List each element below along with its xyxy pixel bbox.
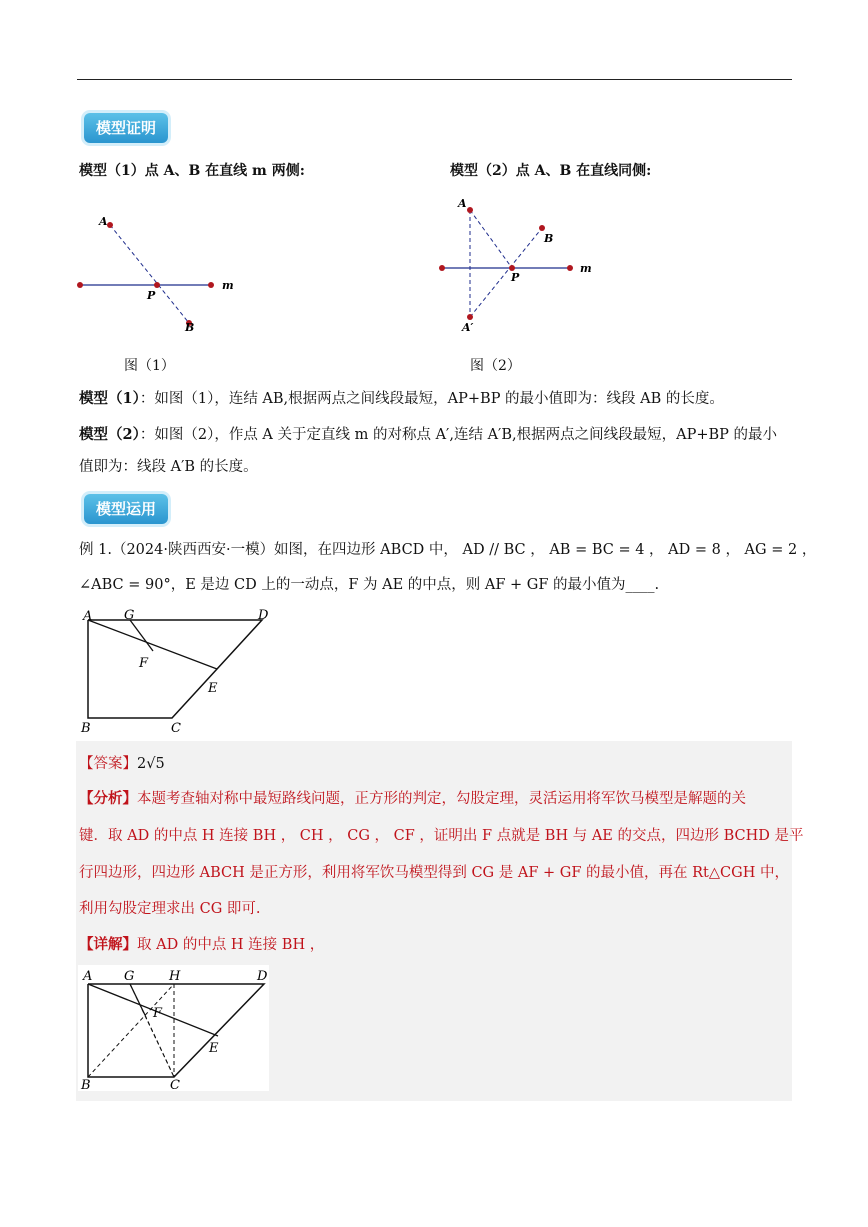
model2-explanation-line1: 模型（2）：如图（2），作点 A 关于定直线 m 的对称点 A′,连结 A′B,根据两点之间线段最短，AP+BP 的最小 xyxy=(79,426,777,443)
fig4-label-c: C xyxy=(170,1078,180,1091)
fig4-label-b: B xyxy=(81,1078,91,1091)
fig2-label-a-prime: A′ xyxy=(462,321,474,334)
figure-example xyxy=(76,606,276,736)
fig3-label-e: E xyxy=(208,681,218,696)
fig4-label-a: A xyxy=(83,969,93,984)
fig1-label-b: B xyxy=(185,321,195,334)
figure-1-caption: 图（1） xyxy=(124,358,175,374)
analysis-line4: 利用勾股定理求出 CG 即可. xyxy=(79,901,261,917)
fig4-label-d: D xyxy=(257,969,268,984)
fig2-label-p: P xyxy=(511,271,520,284)
fig3-label-a: A xyxy=(83,609,93,624)
fig3-label-b: B xyxy=(81,721,91,736)
detail-line: 【详解】取 AD 的中点 H 连接 BH ， xyxy=(79,936,325,953)
analysis-line3: 行四边形，四边形 ABCH 是正方形，利用将军饮马模型得到 CG 是 AF + GF 的最小值，再在 Rt△CGH 中， xyxy=(79,865,789,881)
analysis-line2: 键．取 AD 的中点 H 连接 BH ， CH ， CG ， CF ，证明出 F 点就是 BH 与 AE 的交点，四边形 BCHD 是平 xyxy=(79,828,804,844)
figure-2-caption: 图（2） xyxy=(470,358,521,374)
figure-2 xyxy=(430,195,610,335)
section-badge-proof: 模型证明 xyxy=(84,113,168,143)
analysis-line1: 【分析】本题考查轴对称中最短路线问题，正方形的判定，勾股定理，灵活运用将军饮马模型是解题的关 xyxy=(79,790,746,807)
fig4-label-g: G xyxy=(124,969,135,984)
model1-explanation: 模型（1）：如图（1），连结 AB,根据两点之间线段最短，AP+BP 的最小值即为：线段 AB 的长度。 xyxy=(79,390,724,407)
fig1-label-p: P xyxy=(147,289,156,302)
fig4-label-h: H xyxy=(169,969,181,984)
figure-solution xyxy=(78,965,269,1091)
fig4-label-f: F xyxy=(153,1006,163,1021)
header-rule xyxy=(77,79,792,80)
fig3-label-f: F xyxy=(139,656,149,671)
fig2-label-m: m xyxy=(580,262,592,275)
model1-title: 模型（1）点 A、B 在直线 m 两侧: xyxy=(79,163,305,179)
fig1-label-m: m xyxy=(222,279,234,292)
fig4-label-e: E xyxy=(209,1041,219,1056)
answer-value: 2√5 xyxy=(137,756,165,772)
section-badge-application: 模型运用 xyxy=(84,494,168,524)
example-line1: 例 1.（2024·陕西西安·一模）如图，在四边形 ABCD 中， AD // BC ， AB = BC = 4 ， AD = 8 ， AG = 2 ， xyxy=(79,542,817,558)
example-line2: ∠ABC = 90°，E 是边 CD 上的一动点，F 为 AE 的中点，则 AF + GF 的最小值为____. xyxy=(79,577,660,593)
fig2-label-b: B xyxy=(544,232,554,245)
fig3-label-g: G xyxy=(124,608,135,623)
figure-1 xyxy=(70,205,270,340)
model2-title: 模型（2）点 A、B 在直线同侧: xyxy=(450,163,652,179)
fig3-label-d: D xyxy=(258,608,269,623)
fig1-label-a: A xyxy=(99,215,108,228)
model2-explanation-line2: 值即为：线段 A′B 的长度。 xyxy=(79,459,258,475)
answer-line: 【答案】2√5 xyxy=(79,756,165,772)
fig3-label-c: C xyxy=(171,721,181,736)
fig2-label-a: A xyxy=(458,197,467,210)
